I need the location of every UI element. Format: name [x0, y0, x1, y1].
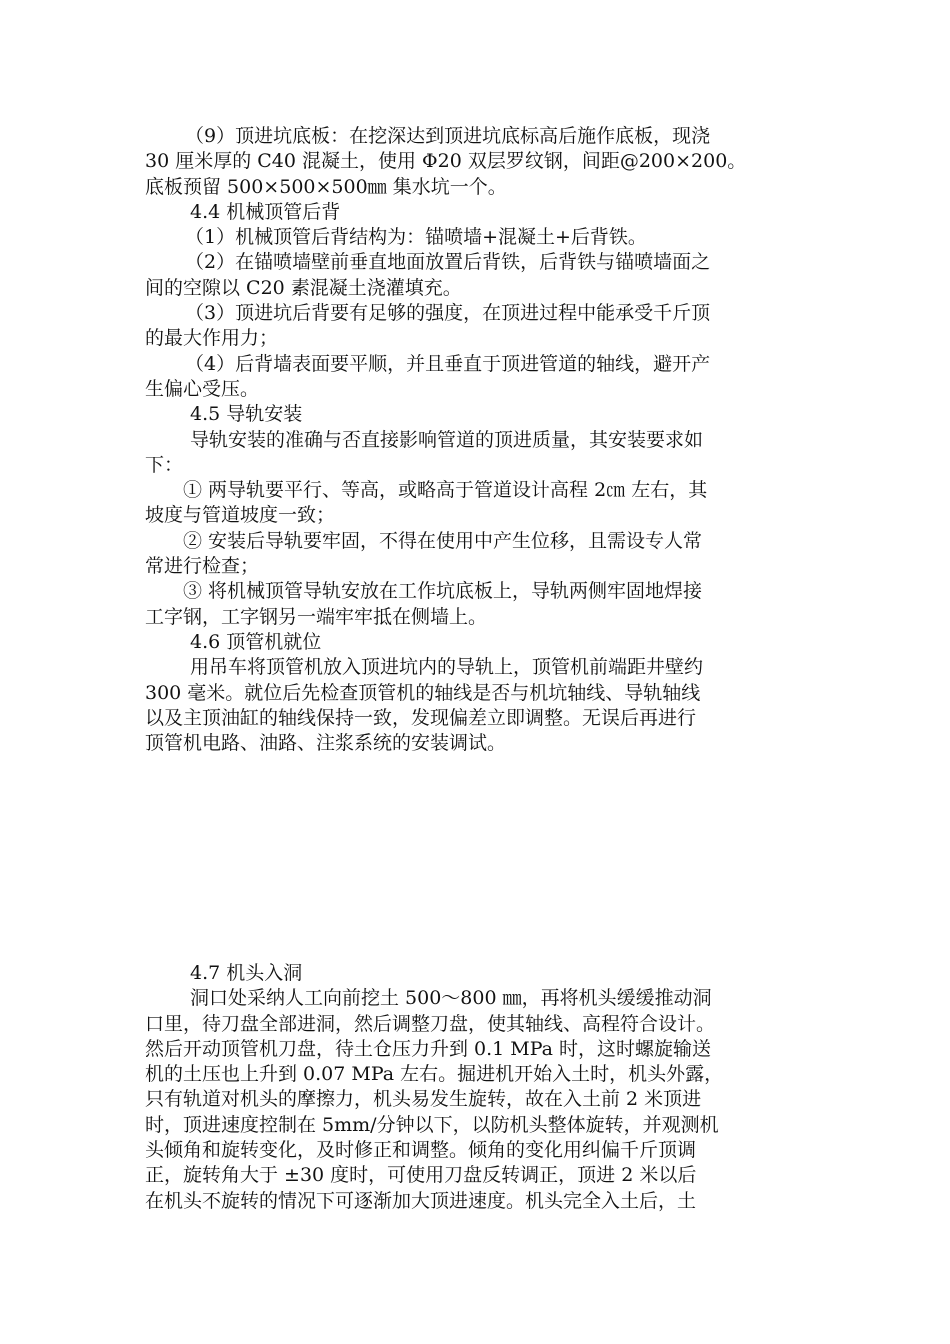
text-line: 坡度与管道坡度一致； [145, 504, 336, 527]
text-line: 4.4 机械顶管后背 [190, 200, 341, 223]
text-line: 常进行检查； [145, 555, 260, 578]
text-line: 口里，待刀盘全部进洞，然后调整刀盘，使其轴线、高程符合设计。 [145, 1012, 716, 1035]
text-line: 30 厘米厚的 C40 混凝土，使用 Φ20 双层罗纹钢，间距@200×200。 [145, 150, 747, 173]
text-line: 然后开动顶管机刀盘，待土仓压力升到 0.1 MPa 时，这时螺旋输送 [145, 1037, 712, 1060]
text-line: 洞口处采纳人工向前挖土 500～800 ㎜，再将机头缓缓推动洞 [190, 987, 712, 1010]
text-line: 机的土压也上升到 0.07 MPa 左右。掘进机开始入土时，机头外露， [145, 1063, 724, 1086]
text-line: 时，顶进速度控制在 5mm/分钟以下，以防机头整体旋转，并观测机 [145, 1113, 719, 1136]
text-line: 头倾角和旋转变化，及时修正和调整。倾角的变化用纠偏千斤顶调 [145, 1139, 697, 1162]
text-line: （3）顶进坑后背要有足够的强度，在顶进过程中能承受千斤顶 [185, 302, 711, 325]
text-block-lower [145, 961, 810, 1214]
text-line: 间的空隙以 C20 素混凝土浇灌填充。 [145, 276, 462, 299]
text-line: 底板预留 500×500×500㎜ 集水坑一个。 [145, 175, 507, 198]
text-line: （9）顶进坑底板：在挖深达到顶进坑底标高后施作底板，现浇 [185, 125, 711, 147]
text-line: 只有轨道对机头的摩擦力，机头易发生旋转，故在入土前 2 米顶进 [145, 1088, 702, 1111]
text-line: 4.7 机头入洞 [190, 962, 303, 984]
text-line: 300 毫米。就位后先检查顶管机的轴线是否与机坑轴线、导轨轴线 [145, 681, 701, 704]
text-line: （4）后背墙表面要平顺，并且垂直于顶进管道的轴线，避开产 [185, 352, 711, 375]
text-line: 工字钢，工字钢另一端牢牢抵在侧墙上。 [145, 605, 488, 628]
text-line: 下： [145, 453, 184, 476]
text-line: 顶管机电路、油路、注浆系统的安装调试。 [145, 732, 507, 755]
text-line: （1）机械顶管后背结构为：锚喷墙+混凝土+后背铁。 [185, 226, 647, 249]
text-line: 在机头不旋转的情况下可逐渐加大顶进速度。机头完全入土后，土 [145, 1189, 697, 1212]
text-line: 正，旋转角大于 ±30 度时，可使用刀盘反转调正，顶进 2 米以后 [145, 1164, 697, 1187]
text-line: ① 两导轨要平行、等高，或略高于管道设计高程 2㎝ 左右，其 [183, 479, 708, 502]
text-line: 4.6 顶管机就位 [190, 630, 322, 653]
text-line: 生偏心受压。 [145, 377, 260, 400]
text-line: （2）在锚喷墙壁前垂直地面放置后背铁，后背铁与锚喷墙面之 [185, 251, 711, 274]
text-line: 用吊车将顶管机放入顶进坑内的导轨上，顶管机前端距井壁约 [190, 656, 704, 679]
text-line: 4.5 导轨安装 [190, 403, 303, 426]
text-line: ③ 将机械顶管导轨安放在工作坑底板上，导轨两侧牢固地焊接 [183, 580, 703, 603]
text-line: 导轨安装的准确与否直接影响管道的顶进质量，其安装要求如 [190, 428, 704, 451]
text-line: 的最大作用力； [145, 327, 279, 350]
text-line: ② 安装后导轨要牢固，不得在使用中产生位移，且需设专人常 [183, 529, 703, 552]
text-block-upper [145, 124, 810, 756]
text-line: 以及主顶油缸的轴线保持一致，发现偏差立即调整。无误后再进行 [145, 706, 697, 729]
